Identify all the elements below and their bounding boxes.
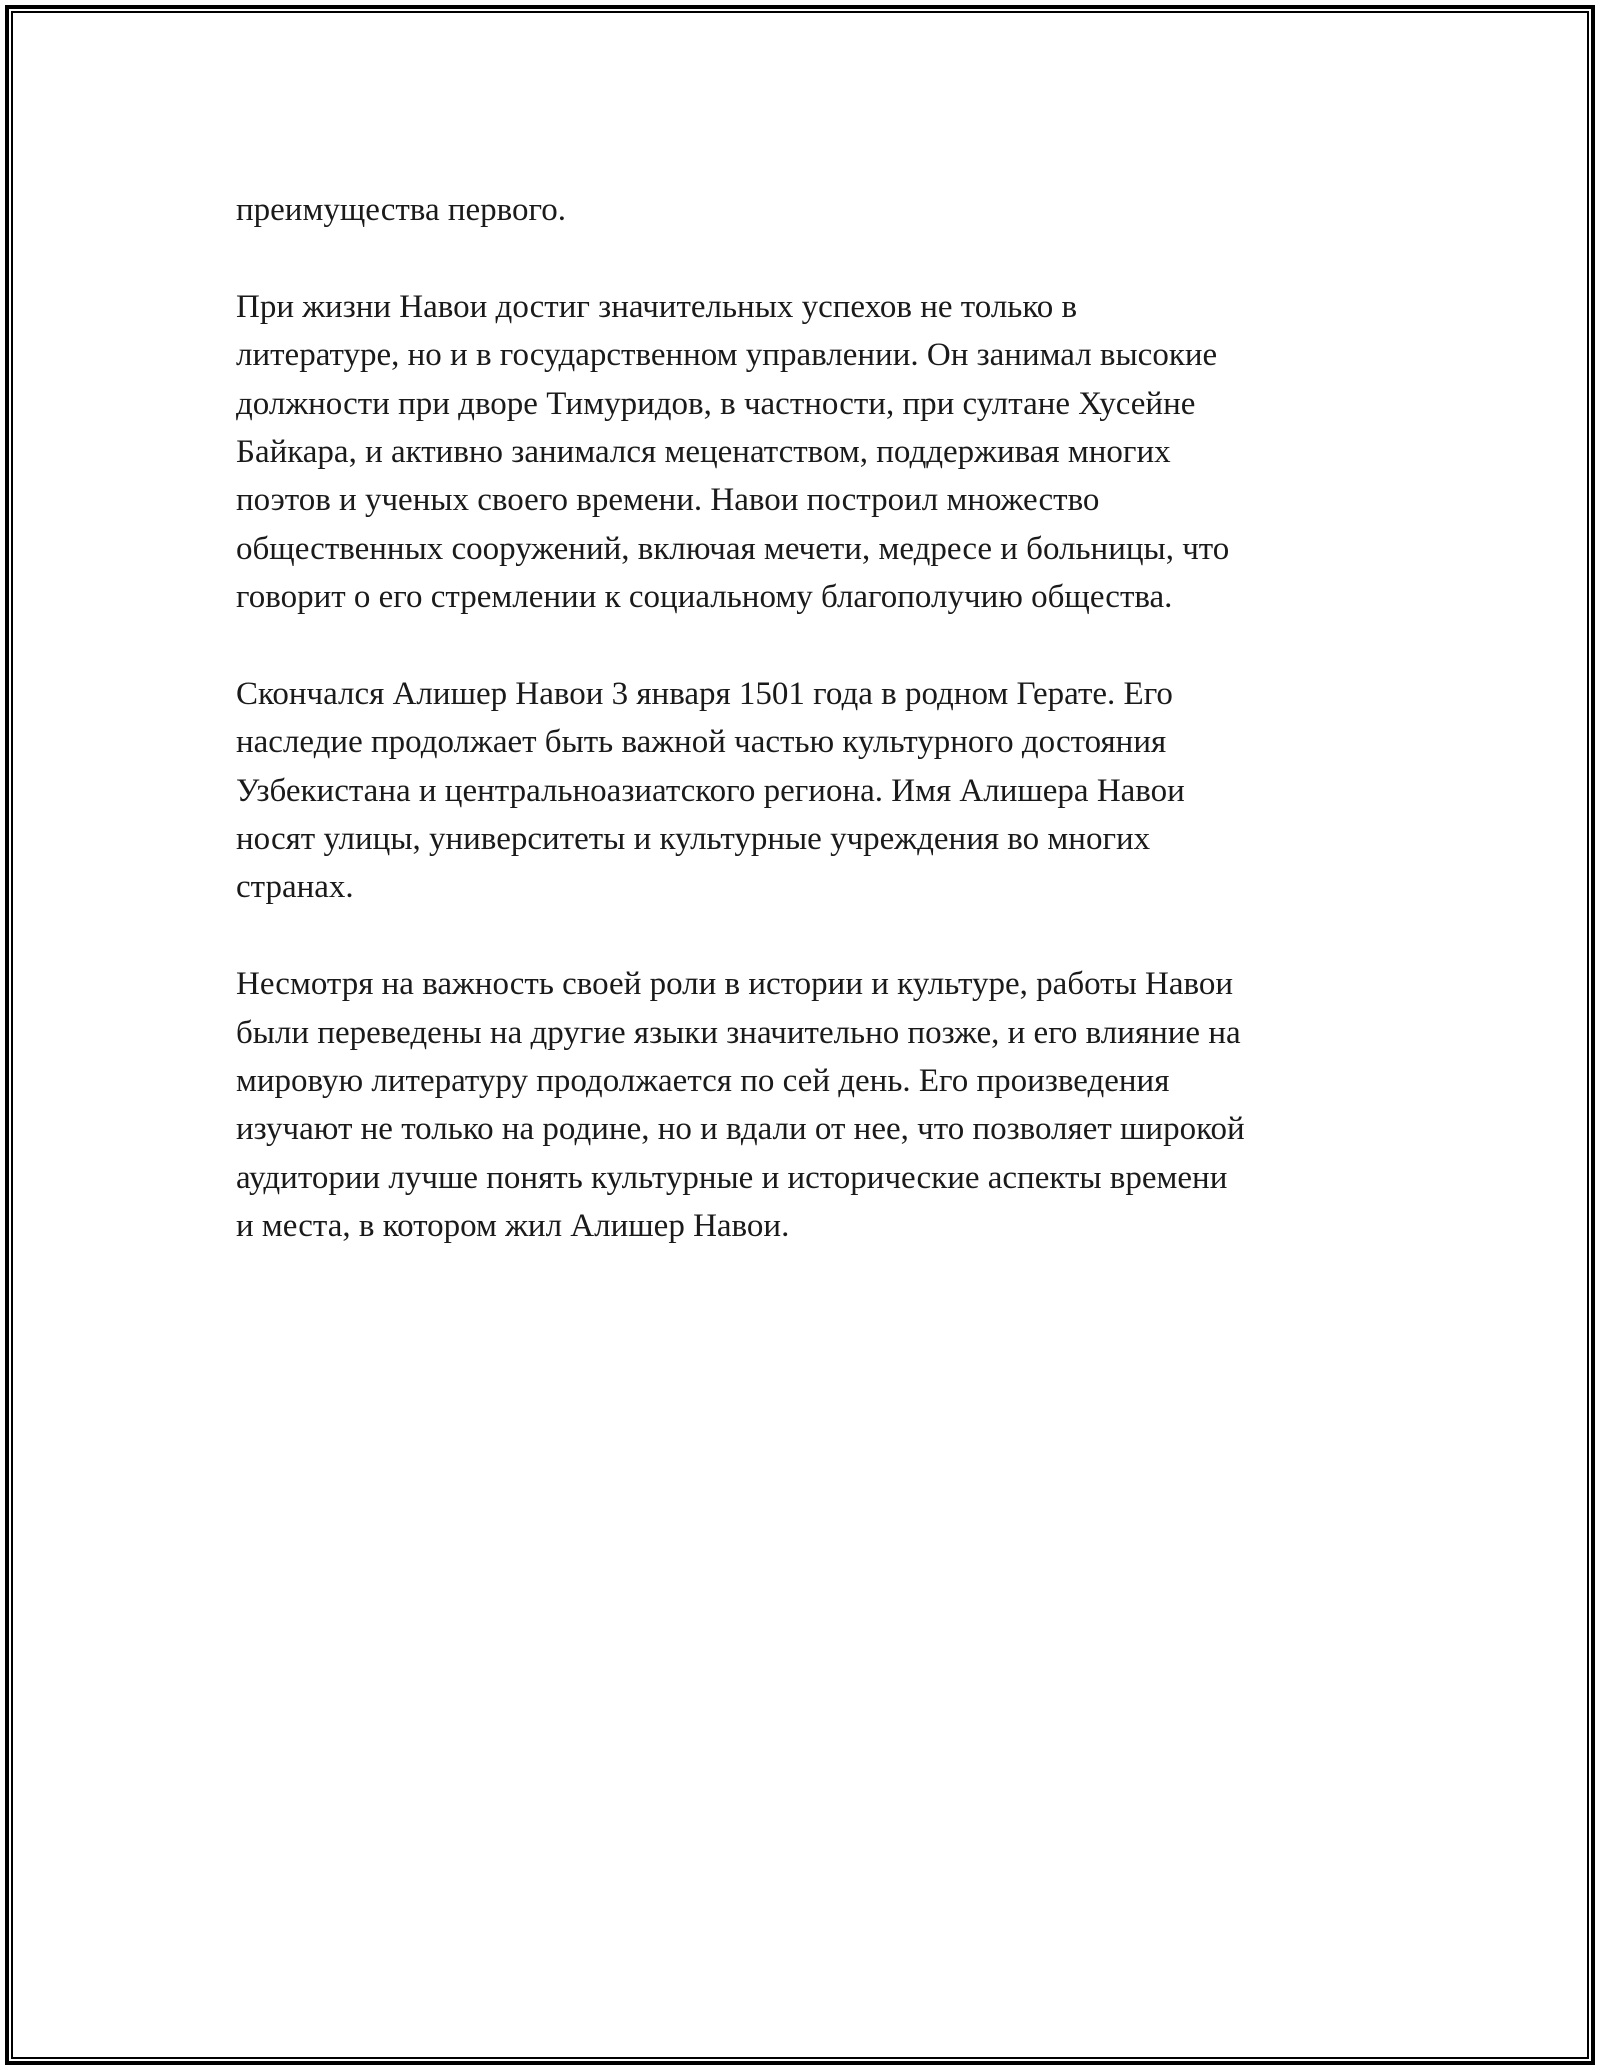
paragraph [236,186,1396,234]
paragraph [236,283,1396,622]
document-body [236,186,1396,1251]
text-line: общественных сооружений, включая мечети, медресе и больницы, что [236,530,1230,567]
text-line: изучают не только на родине, но и вдали от нее, что позволяет широкой [236,1111,1245,1148]
text-line: При жизни Навои достиг значительных успехов не только в [236,288,1078,325]
text-line: мировую литературу продолжается по сей день. Его произведения [236,1063,1170,1100]
paragraph-gap [236,622,1396,670]
paragraph-gap [236,912,1396,960]
text-line: Узбекистана и центральноазиатского региона. Имя Алишера Навои [236,772,1185,809]
text-line: преимущества первого. [236,192,566,228]
text-line: литературе, но и в государственном управлении. Он занимал высокие [236,337,1218,374]
text-line: Байкара, и активно занимался меценатством, поддерживая многих [236,433,1171,470]
text-line: должности при дворе Тимуридов, в частности, при султане Хусейне [236,385,1196,422]
text-line: носят улицы, университеты и культурные учреждения во многих [236,821,1151,858]
text-line: говорит о его стремлении к социальному благополучию общества. [236,579,1173,616]
text-line: Несмотря на важность своей роли в истории и культуре, работы Навои [236,966,1234,1003]
text-line: наследие продолжает быть важной частью культурного достояния [236,724,1167,761]
text-line: поэтов и ученых своего времени. Навои построил множество [236,482,1100,519]
text-line: и места, в котором жил Алишер Навои. [236,1208,790,1245]
paragraph [236,960,1396,1250]
text-line: Скончался Алишер Навои 3 января 1501 года в родном Герате. Его [236,675,1173,712]
text-line: были переведены на другие языки значительно позже, и его влияние на [236,1014,1241,1051]
text-line: аудитории лучше понять культурные и исторические аспекты времени [236,1159,1228,1196]
paragraph [236,670,1396,912]
text-line: странах. [236,869,354,906]
paragraph-gap [236,234,1396,282]
